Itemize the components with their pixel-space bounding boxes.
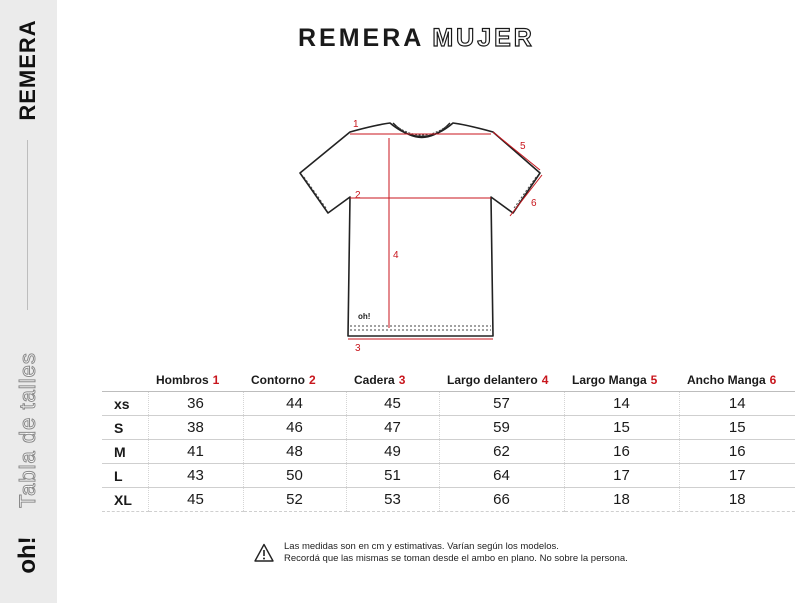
- tshirt-diagram: [295, 110, 555, 355]
- table-header-row: [102, 369, 795, 392]
- table-cell: 17: [564, 464, 679, 488]
- sidebar-title: REMERA: [15, 19, 40, 121]
- page-title-outline: MUJER: [432, 24, 535, 52]
- column-header: Ancho Manga 6: [679, 369, 795, 392]
- table-cell: 53: [346, 488, 439, 512]
- brand-logo: oh!: [14, 536, 41, 574]
- size-label: M: [102, 440, 148, 464]
- table-cell: 43: [148, 464, 243, 488]
- table-row: [102, 464, 795, 488]
- disclaimer-line-1: Las medidas son en cm y estimativas. Varían según los modelos.: [284, 541, 559, 552]
- table-cell: 18: [564, 488, 679, 512]
- table-corner: [102, 369, 148, 392]
- disclaimer-note: [254, 541, 628, 565]
- table-cell: 16: [564, 440, 679, 464]
- table-cell: 57: [439, 392, 564, 416]
- table-cell: 15: [564, 416, 679, 440]
- sidebar-divider: [27, 140, 28, 310]
- table-cell: 47: [346, 416, 439, 440]
- label-6: 6: [531, 198, 537, 209]
- table-row: [102, 416, 795, 440]
- sidebar-subtitle: Tabla de talles: [15, 352, 40, 508]
- page-title-bold: REMERA: [298, 24, 425, 52]
- table-cell: 66: [439, 488, 564, 512]
- table-cell: 45: [346, 392, 439, 416]
- table-cell: 51: [346, 464, 439, 488]
- shirt-brand-tag: oh!: [358, 312, 371, 321]
- size-table: [102, 369, 795, 512]
- table-cell: 64: [439, 464, 564, 488]
- tshirt-outline: [300, 123, 540, 336]
- warning-icon: [254, 543, 274, 563]
- table-cell: 36: [148, 392, 243, 416]
- size-label: xs: [102, 392, 148, 416]
- sidebar: [0, 0, 57, 603]
- disclaimer-line-2: Recordá que las mismas se toman desde el ambo en plano. No sobre la persona.: [284, 553, 628, 564]
- table-cell: 14: [564, 392, 679, 416]
- table-cell: 14: [679, 392, 795, 416]
- table-row: [102, 440, 795, 464]
- table-row: [102, 392, 795, 416]
- label-3: 3: [355, 343, 361, 354]
- table-cell: 41: [148, 440, 243, 464]
- table-cell: 17: [679, 464, 795, 488]
- table-row: [102, 488, 795, 512]
- column-header: Largo delantero 4: [439, 369, 564, 392]
- label-1: 1: [353, 119, 359, 130]
- column-header: Contorno 2: [243, 369, 346, 392]
- table-cell: 44: [243, 392, 346, 416]
- size-label: L: [102, 464, 148, 488]
- table-cell: 46: [243, 416, 346, 440]
- table-cell: 16: [679, 440, 795, 464]
- table-cell: 59: [439, 416, 564, 440]
- table-cell: 18: [679, 488, 795, 512]
- table-cell: 48: [243, 440, 346, 464]
- label-5: 5: [520, 141, 526, 152]
- size-label: XL: [102, 488, 148, 512]
- column-header: Hombros 1: [148, 369, 243, 392]
- column-header: Largo Manga 5: [564, 369, 679, 392]
- table-cell: 15: [679, 416, 795, 440]
- table-cell: 52: [243, 488, 346, 512]
- size-label: S: [102, 416, 148, 440]
- page-title: [298, 24, 535, 53]
- table-cell: 45: [148, 488, 243, 512]
- label-2: 2: [355, 190, 361, 201]
- table-cell: 49: [346, 440, 439, 464]
- table-cell: 62: [439, 440, 564, 464]
- column-header: Cadera 3: [346, 369, 439, 392]
- label-4: 4: [393, 250, 399, 261]
- table-cell: 50: [243, 464, 346, 488]
- table-cell: 38: [148, 416, 243, 440]
